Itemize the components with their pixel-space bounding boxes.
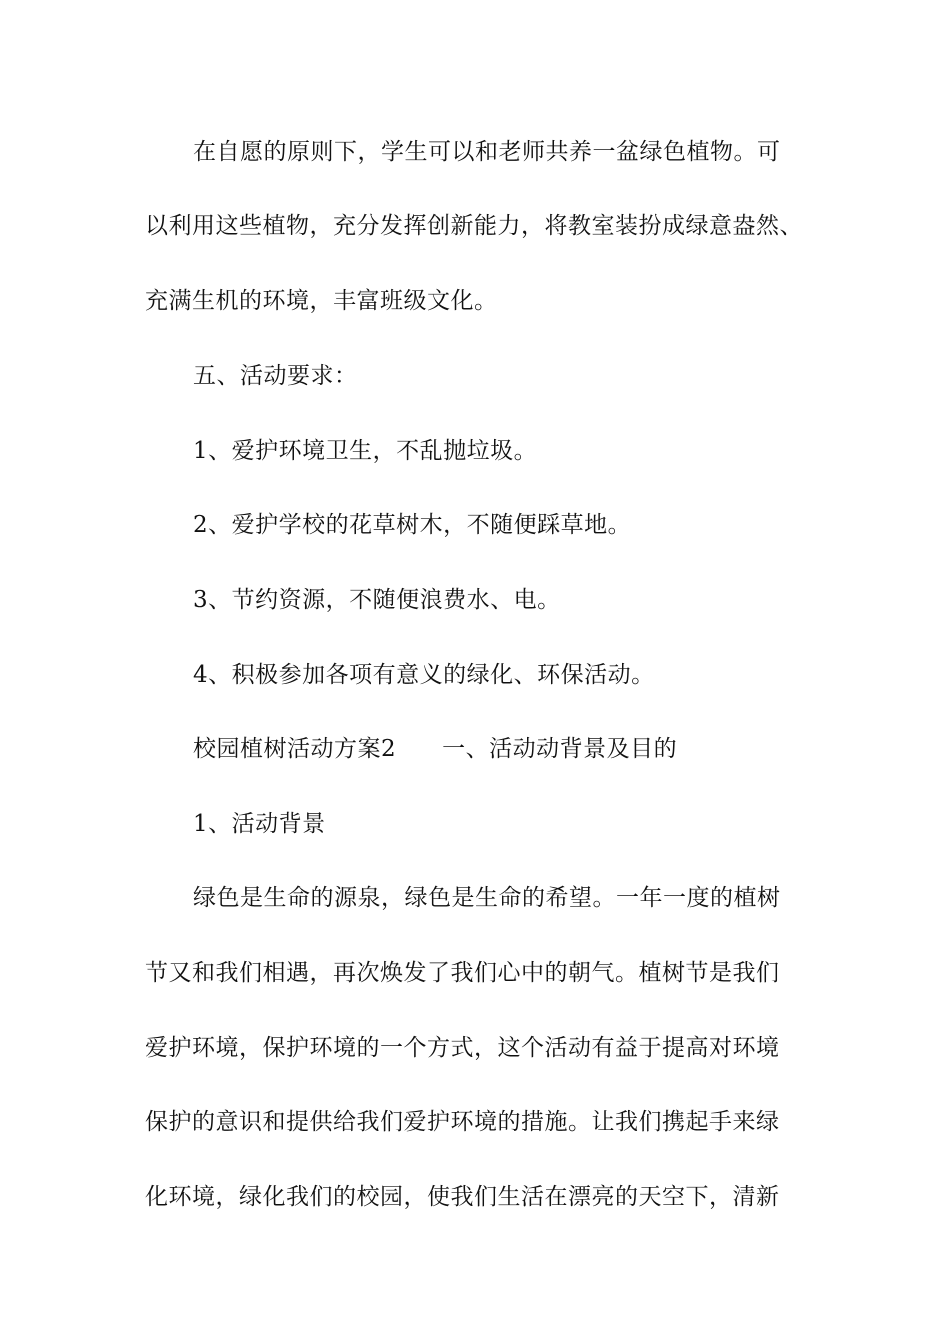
paragraph-line: 保护的意识和提供给我们爱护环境的措施。让我们携起手来绿 xyxy=(145,1109,780,1135)
list-item: 3、节约资源，不随便浪费水、电。 xyxy=(193,587,561,613)
paragraph-line: 以利用这些植物，充分发挥创新能力，将教室装扮成绿意盎然、 xyxy=(145,213,803,239)
list-item: 1、爱护环境卫生，不乱抛垃圾。 xyxy=(193,438,538,464)
paragraph-line: 充满生机的环境，丰富班级文化。 xyxy=(145,288,498,314)
list-item: 4、积极参加各项有意义的绿化、环保活动。 xyxy=(193,662,655,688)
section-heading: 一、活动动背景及目的 xyxy=(442,736,678,762)
paragraph-line: 在自愿的原则下，学生可以和老师共养一盆绿色植物。可 xyxy=(193,139,781,165)
paragraph-line: 绿色是生命的源泉，绿色是生命的希望。一年一度的植树 xyxy=(193,885,781,911)
section-heading: 五、活动要求： xyxy=(193,363,358,389)
paragraph-line: 爱护环境，保护环境的一个方式，这个活动有益于提高对环境 xyxy=(145,1035,780,1061)
document-title: 校园植树活动方案2 xyxy=(193,736,397,762)
list-item: 2、爱护学校的花草树木，不随便踩草地。 xyxy=(193,512,632,538)
paragraph-line: 化环境，绿化我们的校园，使我们生活在漂亮的天空下，清新 xyxy=(145,1184,780,1210)
title-line xyxy=(193,729,835,769)
subsection-heading: 1、活动背景 xyxy=(193,811,326,837)
paragraph-line: 节又和我们相遇，再次焕发了我们心中的朝气。植树节是我们 xyxy=(145,960,780,986)
